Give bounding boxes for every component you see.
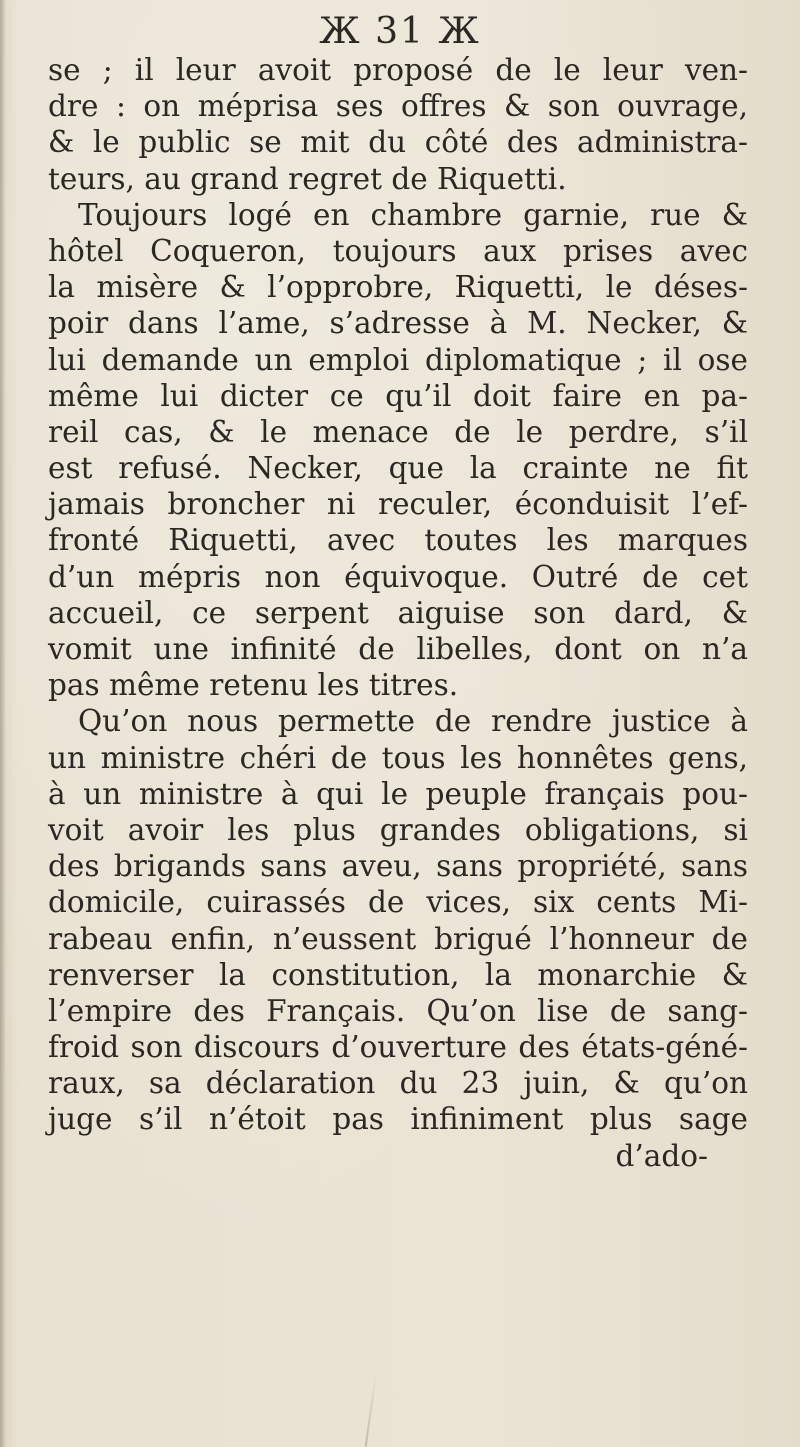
text-line: Toujours logé en chambre garnie, rue & (78, 197, 748, 232)
text-line: dre : on méprisa ses offres & son ouvrage, (48, 89, 748, 124)
text-line: voit avoir les plus grandes obligations, si (48, 812, 748, 847)
text-line: fronté Riquetti, avec toutes les marques (48, 523, 748, 558)
text-line: poir dans l’ame, s’adresse à M. Necker, & (48, 306, 748, 341)
text-line: rabeau enfin, n’eussent brigué l’honneur de (48, 921, 748, 956)
text-line: teurs, au grand regret de Riquetti. (48, 161, 567, 196)
page-body-text (48, 52, 748, 1174)
text-line: froid son discours d’ouverture des états-géné- (48, 1030, 748, 1065)
text-line: domicile, cuirassés de vices, six cents Mi- (48, 885, 748, 920)
text-line: d’un mépris non équivoque. Outré de cet (48, 559, 748, 594)
text-line: hôtel Coqueron, toujours aux prises avec (48, 233, 748, 268)
text-line: se ; il leur avoit proposé de le leur ven- (48, 53, 748, 87)
page-edge-shadow (0, 0, 6, 1447)
text-line: Qu’on nous permette de rendre justice à (78, 704, 748, 739)
text-line: jamais broncher ni reculer, éconduisit l’ef- (48, 487, 748, 522)
text-line: raux, sa déclaration du 23 juin, & qu’on (48, 1066, 748, 1101)
paper-crease (365, 1370, 378, 1447)
text-line: un ministre chéri de tous les honnêtes gens, (48, 740, 748, 775)
text-line: juge s’il n’étoit pas infiniment plus sage (48, 1102, 748, 1137)
text-line: des brigands sans aveu, sans propriété, sans (48, 849, 748, 884)
text-line: renverser la constitution, la monarchie & (48, 957, 748, 992)
text-line: l’empire des Français. Qu’on lise de sang- (48, 993, 748, 1028)
text-line: reil cas, & le menace de le perdre, s’il (48, 414, 748, 449)
page-header: Ж 31 Ж (319, 11, 481, 52)
text-line: à un ministre à qui le peuple français pou- (48, 776, 748, 811)
text-line: vomit une infinité de libelles, dont on n’a (48, 632, 748, 666)
text-line: accueil, ce serpent aiguise son dard, & (48, 595, 748, 630)
text-line: la misère & l’opprobre, Riquetti, le déses- (48, 270, 748, 305)
text-line: lui demande un emploi diplomatique ; il ose (48, 342, 748, 377)
text-line: & le public se mit du côté des administra- (48, 125, 748, 160)
catchword: d’ado- (615, 1138, 708, 1173)
text-line: pas même retenu les titres. (48, 668, 459, 703)
text-line: même lui dicter ce qu’il doit faire en pa- (48, 378, 748, 413)
text-line: est refusé. Necker, que la crainte ne fit (48, 451, 748, 486)
